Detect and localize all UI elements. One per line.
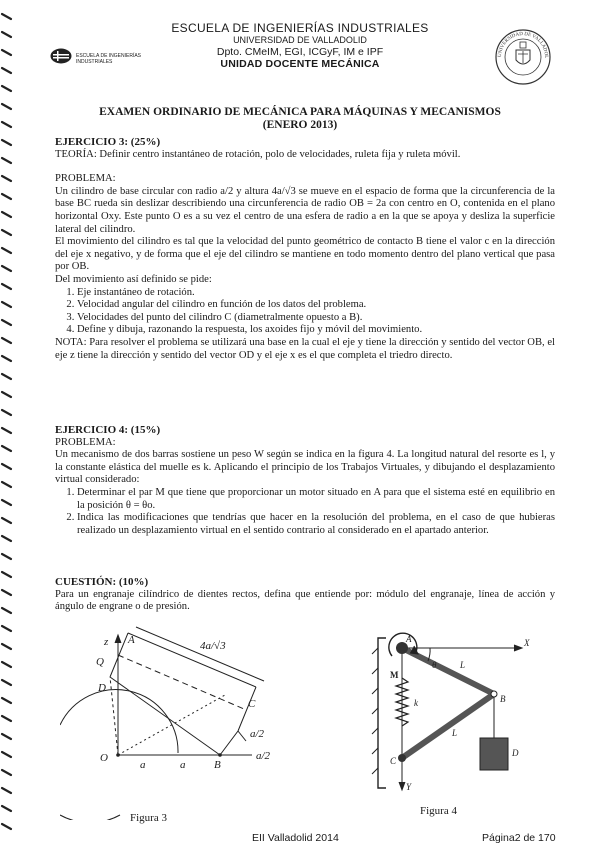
label-a-2: a: [180, 759, 186, 771]
seal-text: UNIVERSIDAD DE VALLADOL: [497, 31, 549, 59]
logo-text-line2: INDUSTRIALES: [76, 59, 113, 65]
exercise-4-paragraph-1: Un mecanismo de dos barras sostiene un peso W según se indica en la figura 4. La longitud natural del resorte es l, y la constante elástica del muelle es k. Aplicando el principio de los Trabajos Virtuales, y dibujando el desplazamiento virtual considerado:: [55, 449, 555, 486]
label-Y: Y: [406, 782, 412, 792]
label-k: k: [414, 698, 418, 708]
label-height: 4a/√3: [200, 640, 226, 652]
university-name: UNIVERSIDAD DE VALLADOLID: [233, 35, 367, 45]
label-D: D: [512, 748, 519, 758]
label-B: B: [500, 694, 506, 704]
label-radius-1: a/2: [250, 728, 265, 740]
header-block: [160, 22, 440, 70]
label-A: A: [128, 634, 135, 646]
figure-4: [360, 628, 560, 798]
label-a-1: a: [140, 759, 146, 771]
label-z: z: [104, 636, 109, 648]
label-A: A: [406, 634, 412, 644]
spiral-binding: [0, 0, 14, 848]
question-text: Para un engranaje cilíndrico de dientes rectos, defina que entiende por: módulo del engranaje, línea de acción y ángulo de engrane o de presión.: [55, 588, 555, 613]
label-theta: θ: [432, 660, 437, 670]
label-M: M: [390, 670, 399, 680]
label-radius-2: a/2: [256, 750, 271, 762]
list-item: 1. Eje instantáneo de rotación.: [77, 287, 555, 300]
list-item: 2. Velocidad angular del cilindro en función de los datos del problema.: [77, 299, 555, 312]
footer-page-number: Página2 de 170: [482, 832, 556, 844]
exercise-3-heading: EJERCICIO 3: (25%): [55, 136, 161, 148]
exercise-3-paragraph-3: Del movimiento así definido se pide:: [55, 273, 212, 285]
list-item: 1. Determinar el par M que tiene que proporcionar un motor situado en A para que el sistema esté en equilibrio en la posición θ = θo.: [77, 487, 555, 512]
exercise-4-problem-label: PROBLEMA:: [55, 436, 116, 448]
label-L-lower: L: [452, 728, 458, 738]
exercise-3: [55, 136, 555, 362]
school-logo: [50, 48, 142, 66]
exam-title-block: [60, 106, 540, 132]
figure-4-caption: Figura 4: [420, 805, 457, 817]
exercise-3-paragraph-1: Un cilindro de base circular con radio a/2 y altura 4a/√3 se mueve en el espacio de forma que la circunferencia de la base BC rueda sin deslizar describiendo una circunferencia de radio OB = 2a con centro en O, contenida en el plano horizontal Oxy. Este punto O es a su vez el centro de una esfera de radio a en la que se apoya y desliza la superficie lateral del cilindro.: [55, 185, 555, 235]
exercise-3-theory: TEORÍA: Definir centro instantáneo de rotación, polo de velocidades, ruleta fija y ruleta móvil.: [55, 148, 461, 160]
list-item: 4. Define y dibuja, razonando la respuesta, los axoides fijo y móvil del movimiento.: [77, 324, 555, 337]
list-item: 3. Velocidades del punto del cilindro C (diametralmente opuesto a B).: [77, 312, 555, 325]
label-B: B: [214, 759, 221, 771]
label-O: O: [100, 752, 108, 764]
department-name: Dpto. CMeIM, EGI, ICGyF, IM e IPF: [216, 46, 384, 58]
unit-name: UNIDAD DOCENTE MECÁNICA: [220, 58, 380, 70]
school-name: ESCUELA DE INGENIERÍAS INDUSTRIALES: [171, 21, 429, 35]
exercise-3-problem-label: PROBLEMA:: [55, 173, 116, 185]
exercise-3-list: [55, 287, 555, 337]
label-L-upper: L: [460, 660, 466, 670]
exercise-3-note: NOTA: Para resolver el problema se utilizará una base en la cual el eje y tiene la dirección y sentido del vector OB, el eje z tiene la dirección y sentido del vector OD y el eje x es el que completa el triedro directo.: [55, 336, 555, 361]
exam-date: (ENERO 2013): [262, 119, 338, 131]
university-seal: [494, 28, 552, 86]
exercise-4-heading: EJERCICIO 4: (15%): [55, 424, 161, 436]
logo-text-line1: ESCUELA DE INGENIERÍAS: [76, 53, 142, 59]
exercise-4-list: [55, 487, 555, 537]
question-heading: CUESTIÓN: (10%): [55, 576, 149, 588]
label-C: C: [390, 756, 397, 766]
exercise-4: [55, 424, 555, 537]
label-Q: Q: [96, 656, 104, 668]
figure-3: [60, 625, 300, 820]
question: [55, 576, 555, 614]
label-D: D: [98, 682, 106, 694]
school-logo-icon: [50, 48, 72, 64]
label-C: C: [248, 698, 256, 710]
exam-title: EXAMEN ORDINARIO DE MECÁNICA PARA MÁQUINAS Y MECANISMOS: [99, 106, 501, 118]
sphere-outline: [60, 690, 178, 753]
exercise-3-paragraph-2: El movimiento del cilindro es tal que la velocidad del punto geométrico de contacto B tiene el valor c en la dirección del eje x negativo, y de forma que el eje del cilindro se mantiene en todo momento dentro del plano vertical que pasa por OB.: [55, 236, 555, 273]
list-item: 2. Indica las modificaciones que tendrías que hacer en la resolución del problema, en el caso de que hubieras realizado un desplazamiento virtual en el sentido contrario al considerado en el apartado anterior.: [77, 512, 555, 537]
footer-left: EII Valladolid 2014: [252, 832, 339, 844]
label-X: X: [524, 638, 530, 648]
figure-3-caption: Figura 3: [130, 812, 167, 824]
